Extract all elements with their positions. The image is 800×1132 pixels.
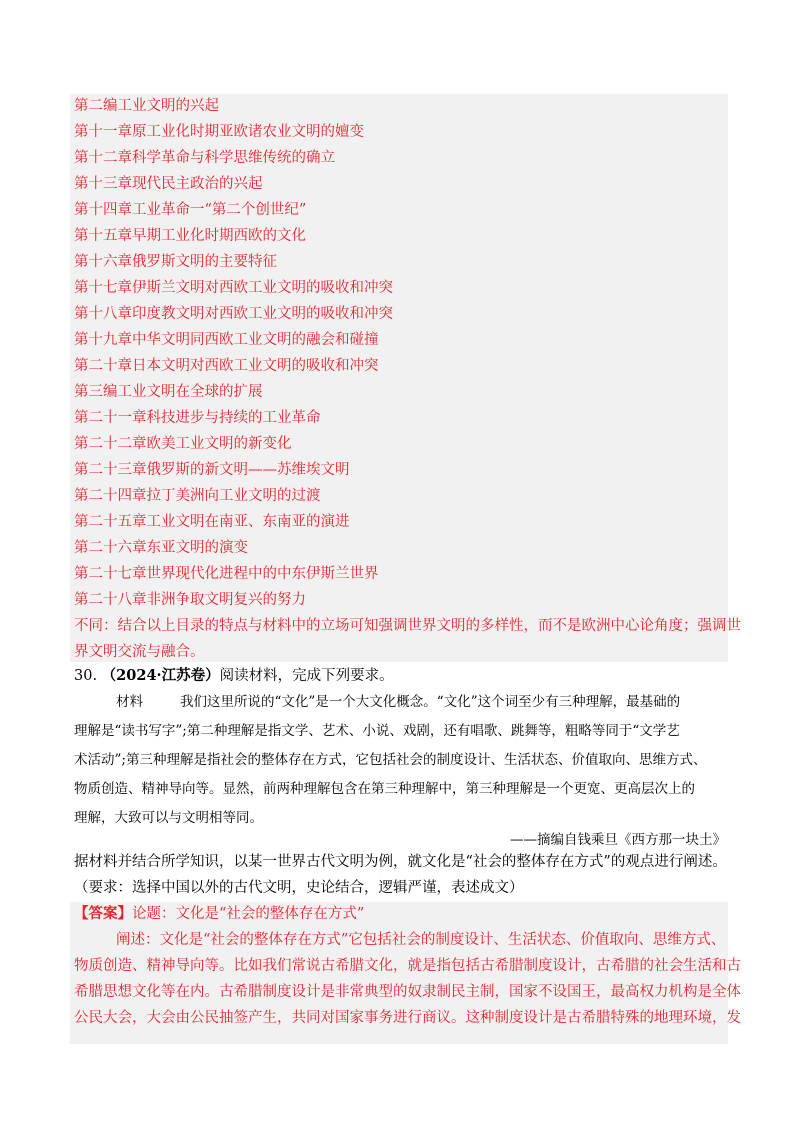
contents-line: 第三编工业文明在全球的扩展 <box>74 384 263 400</box>
material-line: 理解，大致可以与文明相等同。 <box>74 810 263 826</box>
contents-line: 第二十八章非洲争取文明复兴的努力 <box>74 592 306 608</box>
answer-line: 公民大会，大会由公民抽签产生，共同对国家事务进行商议。这种制度设计是古希腊特殊的地理环境，发 <box>74 1010 741 1026</box>
contents-line: 第二十一章科技进步与持续的工业革命 <box>74 410 321 426</box>
question-instruction: 阅读材料，完成下列要求。 <box>219 668 394 684</box>
contents-line: 第二十章日本文明对西欧工业文明的吸收和冲突 <box>74 358 379 374</box>
answer-thesis: 论题：文化是“社会的整体存在方式” <box>132 906 365 922</box>
conclusion-line: 界文明交流与融合。 <box>74 644 205 660</box>
contents-line: 第十七章伊斯兰文明对西欧工业文明的吸收和冲突 <box>74 280 393 296</box>
contents-line: 第二十三章俄罗斯的新文明——苏维埃文明 <box>74 462 350 478</box>
question-requirement: （要求：选择中国以外的古代文明，史论结合，逻辑严谨，表述成文） <box>74 880 524 896</box>
contents-line: 第十六章俄罗斯文明的主要特征 <box>74 254 277 270</box>
contents-line: 第二编工业文明的兴起 <box>74 98 219 114</box>
contents-line: 第二十七章世界现代化进程中的中东伊斯兰世界 <box>74 566 379 582</box>
material-line: 材料 我们这里所说的“文化”是一个大文化概念。“文化”这个词至少有三种理解，最基础的 <box>116 694 681 710</box>
question-task: 据材料并结合所学知识，以某一世界古代文明为例，就文化是“社会的整体存在方式”的观点进行阐述。 <box>74 854 727 870</box>
contents-line: 第二十六章东亚文明的演变 <box>74 540 248 556</box>
answer-thesis-line <box>74 904 364 924</box>
material-label: 材料 <box>116 694 143 710</box>
material-line: 理解是“读书写字”;第二种理解是指文学、艺术、小说、戏剧，还有唱歌、跳舞等，粗略等同于“文学艺 <box>74 723 680 739</box>
contents-line: 第十二章科学革命与科学思维传统的确立 <box>74 150 335 166</box>
answer-line: 物质创造、精神导向等。比如我们常说古希腊文化，就是指包括古希腊制度设计，古希腊的社会生活和古 <box>74 958 741 974</box>
answer-line: 希腊思想文化等在内。古希腊制度设计是非常典型的奴隶制民主制，国家不设国王，最高权力机构是全体 <box>74 984 741 1000</box>
answer-tag: 【答案】 <box>74 905 132 922</box>
material-line: 术活动”;第三种理解是指社会的整体存在方式，它包括社会的制度设计、生活状态、价值取向、思维方式、 <box>74 752 707 768</box>
contents-line: 第二十四章拉丁美洲向工业文明的过渡 <box>74 488 321 504</box>
question-number: 30. <box>74 668 98 684</box>
question-header <box>74 666 394 686</box>
contents-line: 第十四章工业革命一“第二个创世纪” <box>74 202 307 218</box>
contents-line: 第十五章早期工业化时期西欧的文化 <box>74 228 306 244</box>
contents-line: 第十一章原工业化时期亚欧诸农业文明的嬗变 <box>74 124 364 140</box>
question-source: （2024·江苏卷） <box>101 667 220 684</box>
contents-line: 第十九章中华文明同西欧工业文明的融会和碰撞 <box>74 332 379 348</box>
conclusion-line: 不同：结合以上目录的特点与材料中的立场可知强调世界文明的多样性，而不是欧洲中心论角度；强调世 <box>74 618 741 634</box>
contents-line: 第十八章印度教文明对西欧工业文明的吸收和冲突 <box>74 306 393 322</box>
contents-line: 第二十五章工业文明在南亚、东南亚的演进 <box>74 514 350 530</box>
material-source: ——摘编自钱乘旦《西方那一块土》 <box>510 832 726 848</box>
contents-line: 第二十二章欧美工业文明的新变化 <box>74 436 292 452</box>
material-line: 物质创造、精神导向等。显然，前两种理解包含在第三种理解中，第三种理解是一个更宽、更高层次上的 <box>74 781 695 797</box>
contents-line: 第十三章现代民主政治的兴起 <box>74 176 263 192</box>
answer-line: 阐述：文化是“社会的整体存在方式”它包括社会的制度设计、生活状态、价值取向、思维方式、 <box>116 932 726 948</box>
